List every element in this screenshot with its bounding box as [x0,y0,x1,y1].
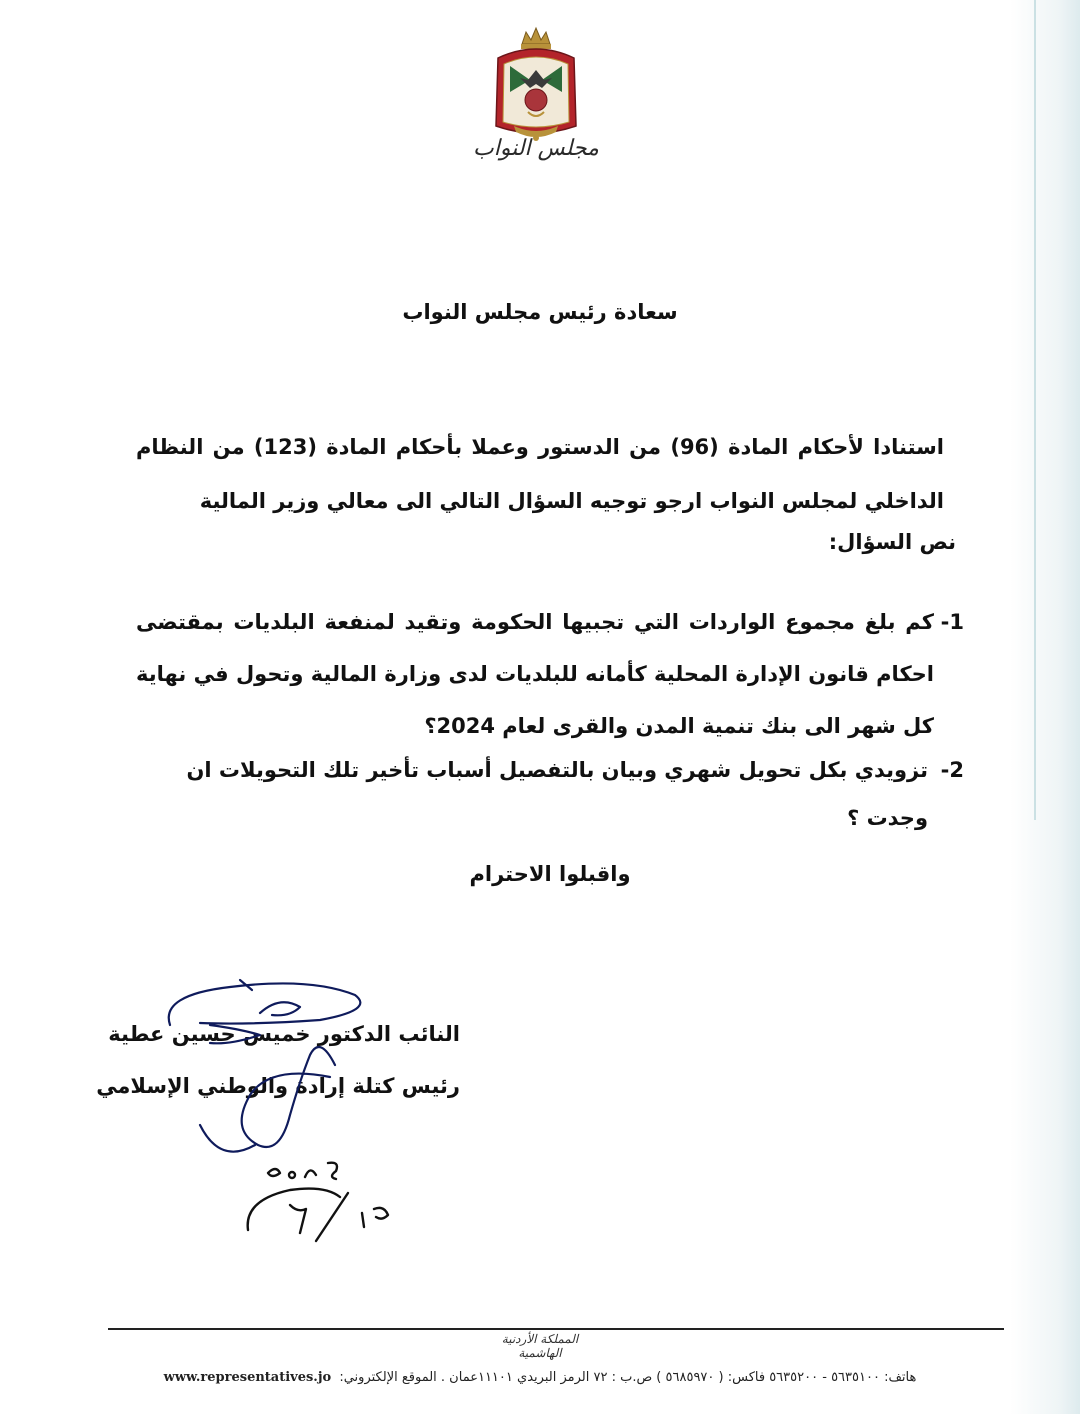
question-item [136,746,964,842]
footer-divider [108,1328,1004,1330]
footer-website-link[interactable]: www.representatives.jo [163,1370,332,1385]
page-edge-shadow [1010,0,1080,1414]
question-number: 2- [940,758,964,782]
footer-contact-line [150,1370,930,1385]
question-item [136,596,964,752]
page-edge-line [1034,0,1036,820]
letter-addressee: سعادة رئيس مجلس النواب [402,300,678,324]
question-text: تزويدي بكل تحويل شهري وبيان بالتفصيل أسباب تأخير تلك التحويلات ان وجدت ؟ [186,758,928,830]
intro-paragraph: استنادا لأحكام المادة (96) من الدستور وعملا بأحكام المادة (123) من النظام الداخلي لمجلس النواب ارجو توجيه السؤال التالي الى معالي وزير المالية [136,435,944,513]
closing-line: واقبلوا الاحترام [469,862,631,886]
signer-name: النائب الدكتور خميس حسين عطية [108,1022,460,1046]
handwritten-signature [140,965,480,1265]
question-label: نص السؤال: [828,530,956,554]
signer-title: رئيس كتلة إرادة والوطني الإسلامي [96,1074,460,1098]
question-number: 1- [940,610,964,634]
footer-kingdom-logotype: المملكة الأردنية الهاشمية [501,1332,579,1360]
council-name-logotype: مجلس النواب [473,136,599,161]
question-text: كم بلغ مجموع الواردات التي تجبيها الحكومة وتقيد لمنفعة البلديات بمقتضى احكام قانون الإدارة المحلية كأمانه للبلديات لدى وزارة المالية وتحول في نهاية كل شهر الى بنك تنمية المدن والقرى لعام 2024؟ [136,610,934,738]
royal-emblem-icon [490,22,582,147]
footer-contact-text: هاتف: ٥٦٣٥١٠٠ - ٥٦٣٥٢٠٠ فاكس: ( ٥٦٨٥٩٧٠ ) ص.ب : ٧٢ الرمز البريدي ١١١٠١عمان . الموقع الإلكتروني: [339,1370,917,1385]
